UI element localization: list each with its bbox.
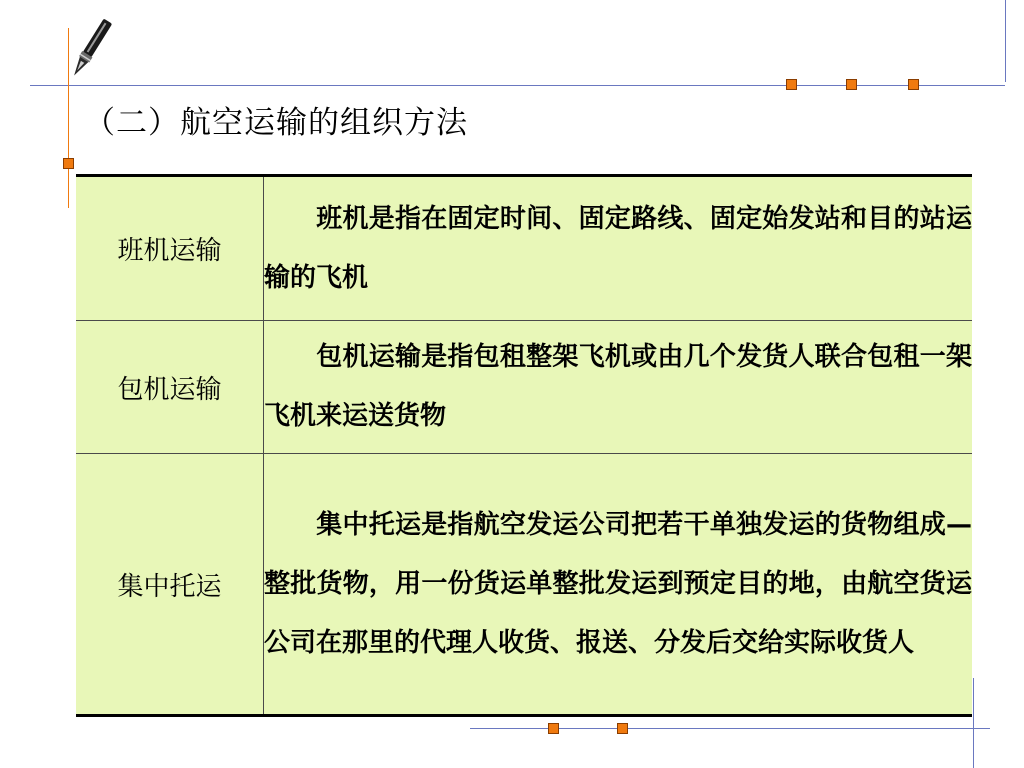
marker-square-top-3 [908, 79, 919, 90]
marker-square-left [63, 158, 74, 169]
marker-square-bottom-2 [617, 723, 628, 734]
method-name-cell: 班机运输 [76, 176, 264, 321]
slide-title: （二）航空运输的组织方法 [84, 105, 468, 141]
marker-square-top-1 [786, 79, 797, 90]
organization-methods-table [76, 174, 972, 717]
table-row [76, 176, 972, 321]
method-description-text: 包机运输是指包租整架飞机或由几个发货人联合包租一架飞机来运送货物 [264, 342, 972, 431]
method-description-cell [264, 176, 973, 321]
right-top-rule [1005, 0, 1006, 82]
method-name-cell: 集中托运 [76, 454, 264, 716]
method-name-cell: 包机运输 [76, 321, 264, 454]
method-description-text: 集中托运是指航空发运公司把若干单独发运的货物组成—整批货物，用一份货运单整批发运到预定目的地，由航空货运公司在那里的代理人收货、报送、分发后交给实际收货人 [264, 509, 972, 658]
marker-square-top-2 [846, 79, 857, 90]
top-rule [30, 85, 1005, 86]
pen-icon [62, 14, 118, 86]
method-description-text: 班机是指在固定时间、固定路线、固定始发站和目的站运输的飞机 [264, 203, 972, 293]
right-bottom-rule [973, 678, 974, 768]
marker-square-bottom-1 [548, 723, 559, 734]
method-description-cell [264, 454, 973, 716]
table-row [76, 454, 972, 716]
method-description-cell [264, 321, 973, 454]
table-row [76, 321, 972, 454]
